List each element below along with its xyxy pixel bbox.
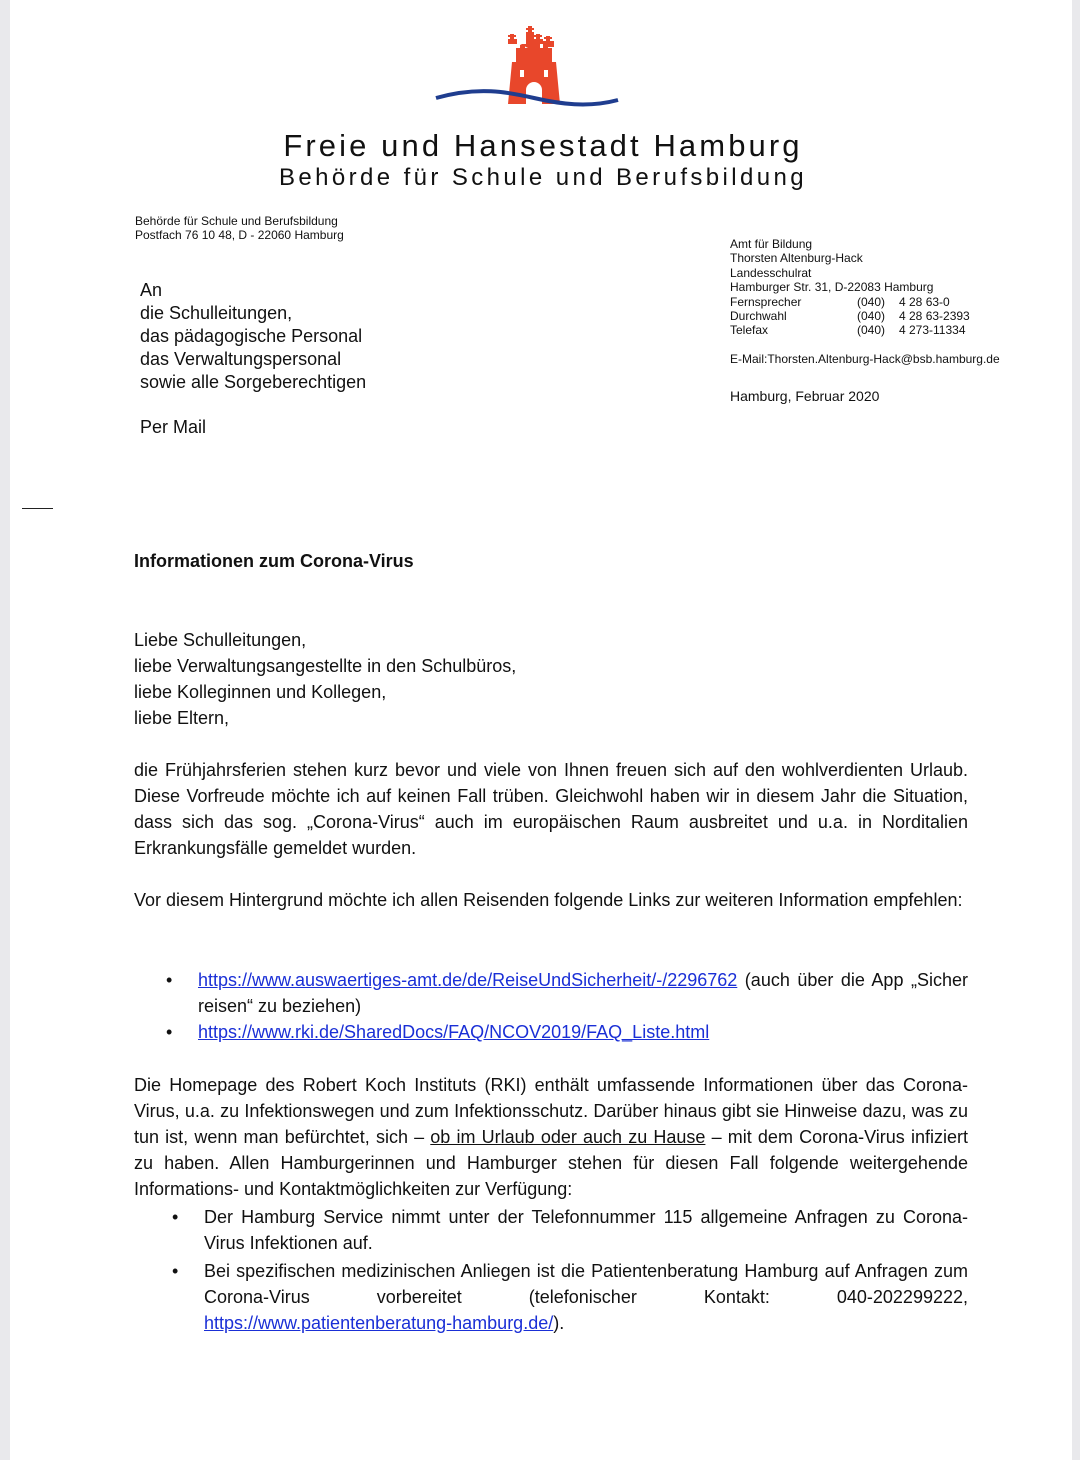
bullet-icon: • (166, 1022, 173, 1042)
phone-prefix: (040) (857, 294, 886, 309)
salutation-line: liebe Eltern, (134, 708, 230, 728)
recipient-line: An (140, 280, 163, 300)
service-text: Bei spezifischen medizinischen Anliegen ist die Patientenberatung Hamburg auf Anfragen zum Corona-Virus vorbereitet (telefonischer Kontakt: 040-202299222, (204, 1261, 968, 1307)
paragraph-text: – mit dem Corona-Virus infiziert zu haben. Allen Hamburgerinnen und Hamburger stehen für diesen Fall folgende weitergehende Informations- und Kontaktmöglichkeiten zur Verfügung: (134, 1127, 968, 1199)
list-item (134, 1258, 968, 1336)
contact-email[interactable]: E-Mail:Thorsten.Altenburg-Hack@bsb.hamburg.de (730, 351, 1000, 366)
link-note: (auch über die App „Sicher reisen“ zu beziehen) (198, 970, 968, 1016)
hamburg-coat-of-arms-logo (428, 22, 624, 114)
contact-address: Hamburger Str. 31, D-22083 Hamburg (730, 280, 934, 295)
salutation-line: liebe Kolleginnen und Kollegen, (134, 682, 387, 702)
paragraph-intro: die Frühjahrsferien stehen kurz bevor und viele von Ihnen freuen sich auf den wohlverdienten Urlaub. Diese Vorfreude möchte ich auf keinen Fall trüben. Gleichwohl haben wir in diesem Jahr die Situation, dass sich das sog. „Corona-Virus“ auch im europäischen Raum ausbreitet und u.a. in Norditalien Erkrankungsfälle gemeldet wurden. (134, 760, 968, 858)
sender-line: Postfach 76 10 48, D - 22060 Hamburg (135, 228, 344, 242)
salutation-line: liebe Verwaltungsangestellte in den Schulbüros, (134, 656, 517, 676)
sender-block (135, 214, 344, 242)
phone-prefix: (040) (857, 309, 886, 324)
phone-prefix: (040) (857, 323, 886, 338)
contact-name: Thorsten Altenburg-Hack (730, 251, 863, 266)
bullet-icon: • (172, 1261, 179, 1281)
delivery-method: Per Mail (140, 417, 207, 437)
paragraph-text: Die Homepage des Robert Koch Instituts (RKI) enthält umfassende Informationen über das Corona-Virus, u.a. zu Infektionswegen und zum Infektionsschutz. Darüber hinaus gibt sie Hinweise dazu, was zu tun ist, wenn man befürchtet, sich – (134, 1075, 968, 1147)
recipient-line: das Verwaltungspersonal (140, 349, 342, 369)
sender-line: Behörde für Schule und Berufsbildung (135, 214, 338, 228)
city-name-heading: Freie und Hansestadt Hamburg (283, 128, 803, 163)
contact-block (730, 237, 1030, 404)
patientenberatung-link[interactable]: https://www.patientenberatung-hamburg.de/ (204, 1313, 554, 1333)
salutation-block (134, 627, 968, 731)
letter-subject: Informationen zum Corona-Virus (134, 551, 414, 571)
recipient-line: das pädagogische Personal (140, 326, 363, 346)
phone-row (730, 309, 1030, 323)
phone-number: 4 28 63-2393 (899, 309, 970, 324)
list-item (134, 1019, 968, 1045)
service-text: Der Hamburg Service nimmt unter der Telefonnummer 115 allgemeine Anfragen zu Corona-Virus Infektionen auf. (204, 1207, 968, 1253)
paragraph-rki (134, 1072, 968, 1202)
rki-faq-link[interactable]: https://www.rki.de/SharedDocs/FAQ/NCOV2019/FAQ_Liste.html (198, 1022, 710, 1042)
auswaertiges-amt-link[interactable]: https://www.auswaertiges-amt.de/de/ReiseUndSicherheit/-/2296762 (198, 970, 738, 990)
letter-date: Hamburg, Februar 2020 (730, 388, 880, 405)
links-list (134, 967, 968, 1045)
phone-number: 4 273-11334 (899, 323, 966, 338)
list-item (134, 1204, 968, 1256)
phone-label: Fernsprecher (730, 294, 802, 309)
contact-office: Amt für Bildung (730, 237, 813, 251)
underlined-phrase: ob im Urlaub oder auch zu Hause (430, 1127, 706, 1147)
bullet-icon: • (172, 1207, 179, 1227)
phone-row (730, 295, 1030, 309)
fold-mark (22, 508, 53, 509)
services-list (134, 1204, 968, 1336)
bullet-icon: • (166, 970, 173, 990)
phone-number: 4 28 63-0 (899, 294, 950, 309)
list-item (134, 967, 968, 1019)
contact-role: Landesschulrat (730, 265, 812, 280)
recipient-line: die Schulleitungen, (140, 303, 293, 323)
salutation-line: Liebe Schulleitungen, (134, 630, 307, 650)
paragraph-links-intro: Vor diesem Hintergrund möchte ich allen Reisenden folgende Links zur weiteren Information empfehlen: (134, 890, 963, 910)
phone-label: Durchwahl (730, 309, 787, 324)
recipient-line: sowie alle Sorgeberechtigen (140, 372, 367, 392)
recipient-block (140, 279, 366, 439)
service-text-end: ). (553, 1313, 565, 1333)
authority-name-heading: Behörde für Schule und Berufsbildung (278, 164, 807, 191)
phone-label: Telefax (730, 323, 769, 338)
phone-row (730, 323, 1030, 337)
